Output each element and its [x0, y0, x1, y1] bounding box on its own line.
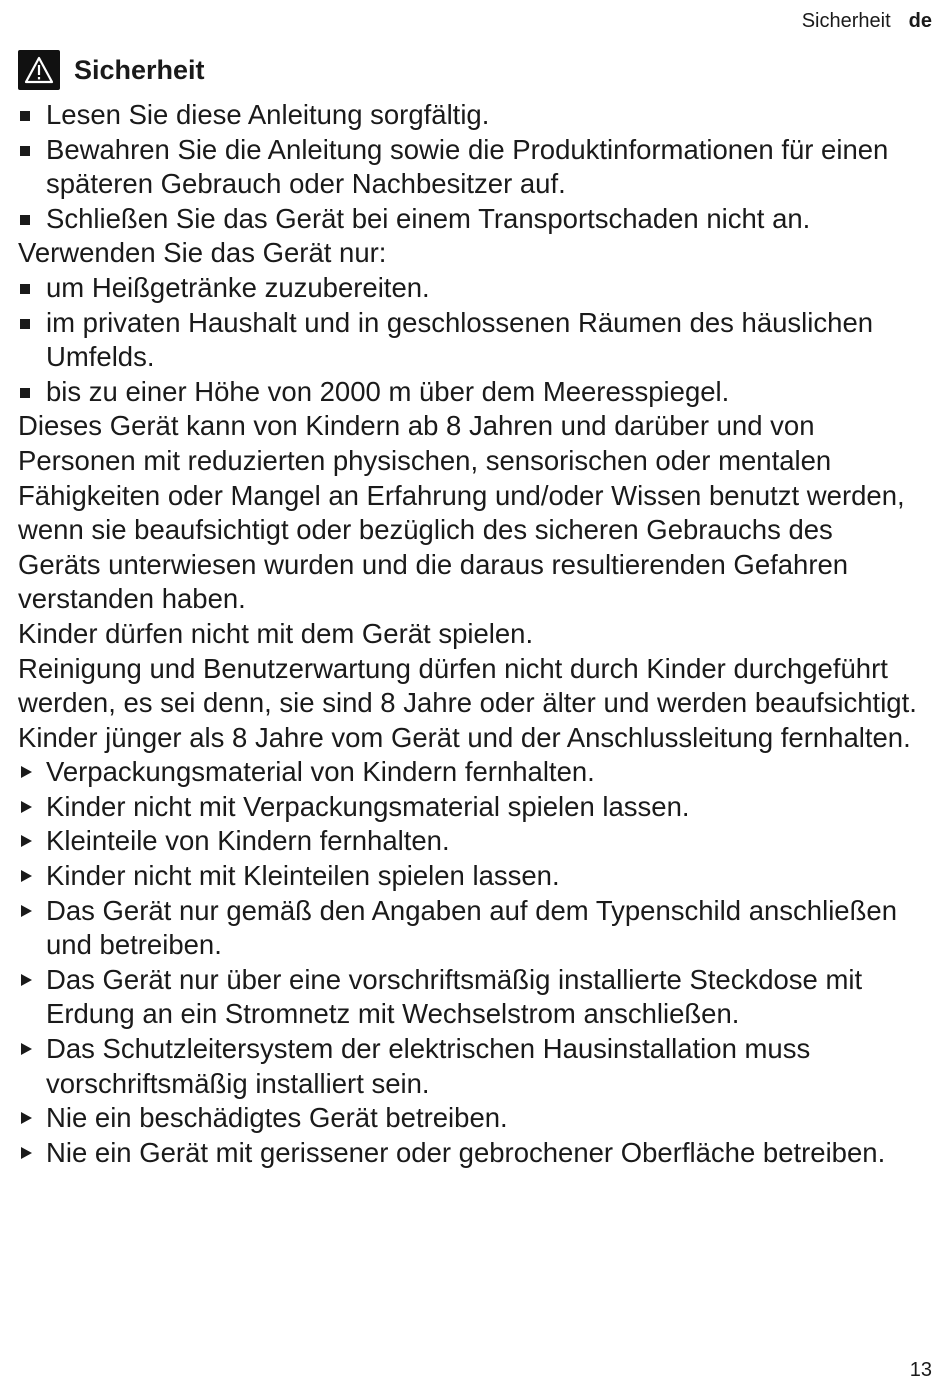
arrow-right-icon	[21, 801, 32, 813]
paragraph: Reinigung und Benutzerwartung dürfen nicht durch Kinder durchgeführt werden, es sei denn, sie sind 8 Jahre oder älter und werden beaufsichtigt.	[18, 652, 917, 719]
list-item: im privaten Haushalt und in geschlossenen Räumen des häuslichen Umfelds.	[18, 306, 918, 375]
list-item: Lesen Sie diese Anleitung sorgfältig.	[18, 98, 918, 133]
square-bullet-icon	[20, 319, 30, 329]
instruction-item: Verpackungsmaterial von Kindern fernhalten.	[18, 755, 918, 790]
instruction-item: Kinder nicht mit Verpackungsmaterial spielen lassen.	[18, 790, 918, 825]
paragraph: Kinder jünger als 8 Jahre vom Gerät und der Anschlussleitung fernhalten.	[18, 721, 911, 753]
arrow-right-icon	[21, 766, 32, 778]
list-item: Schließen Sie das Gerät bei einem Transportschaden nicht an.	[18, 202, 918, 237]
instruction-item: Nie ein Gerät mit gerissener oder gebrochener Oberfläche betreiben.	[18, 1136, 918, 1171]
arrow-right-icon	[21, 905, 32, 917]
instruction-list	[18, 755, 918, 1170]
header-section: Sicherheit	[801, 10, 891, 32]
warning-triangle-icon	[18, 50, 60, 90]
instruction-item: Das Gerät nur über eine vorschriftsmäßig installierte Steckdose mit Erdung an ein Stromnetz mit Wechselstrom anschließen.	[18, 963, 918, 1032]
use-intro: Verwenden Sie das Gerät nur:	[18, 237, 387, 269]
list-item: bis zu einer Höhe von 2000 m über dem Meeresspiegel.	[18, 375, 918, 410]
arrow-right-icon	[21, 1147, 32, 1159]
instruction-item: Das Gerät nur gemäß den Angaben auf dem Typenschild anschließen und betreiben.	[18, 894, 918, 963]
header-language: de	[908, 10, 932, 32]
list-item: um Heißgetränke zuzubereiten.	[18, 271, 918, 306]
bullet-list-usage	[18, 271, 918, 409]
instruction-item: Kleinteile von Kindern fernhalten.	[18, 824, 918, 859]
paragraph: Dieses Gerät kann von Kindern ab 8 Jahren und darüber und von Personen mit reduzierten physischen, sensorischen oder mentalen Fähigkeiten oder Mangel an Erfahrung und/oder Wissen benutzt werden, wenn sie beaufsichtigt oder bezüglich des sicheren Gebrauchs des Geräts unterwiesen wurden und die daraus resultierenden Gefahren verstanden haben.	[18, 410, 905, 615]
paragraph: Kinder dürfen nicht mit dem Gerät spielen.	[18, 617, 534, 649]
safety-content	[18, 98, 918, 1170]
instruction-item: Kinder nicht mit Kleinteilen spielen lassen.	[18, 859, 918, 894]
square-bullet-icon	[20, 388, 30, 398]
arrow-right-icon	[21, 1043, 32, 1055]
square-bullet-icon	[20, 284, 30, 294]
instruction-item: Nie ein beschädigtes Gerät betreiben.	[18, 1101, 918, 1136]
page-number: 13	[909, 1359, 932, 1381]
arrow-right-icon	[21, 835, 32, 847]
list-item: Bewahren Sie die Anleitung sowie die Produktinformationen für einen späteren Gebrauch oder Nachbesitzer auf.	[18, 133, 918, 202]
square-bullet-icon	[20, 146, 30, 156]
arrow-right-icon	[21, 1112, 32, 1124]
running-header	[802, 9, 932, 33]
square-bullet-icon	[20, 111, 30, 121]
arrow-right-icon	[21, 974, 32, 986]
section-heading	[18, 50, 205, 90]
square-bullet-icon	[20, 215, 30, 225]
page-title: Sicherheit	[74, 55, 205, 85]
instruction-item: Das Schutzleitersystem der elektrischen Hausinstallation muss vorschriftsmäßig installiert sein.	[18, 1032, 918, 1101]
bullet-list-general	[18, 98, 918, 236]
arrow-right-icon	[21, 870, 32, 882]
